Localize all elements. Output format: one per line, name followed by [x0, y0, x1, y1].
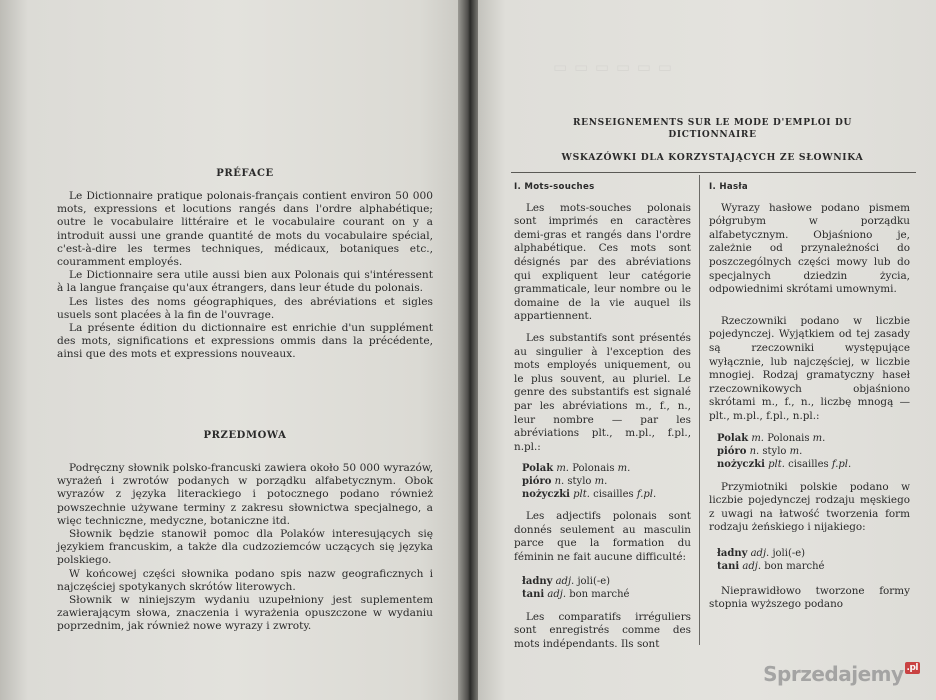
col-fr-heading: I. Mots-souches — [514, 182, 595, 192]
przedmowa-body — [57, 462, 433, 634]
watermark-badge: .pl — [906, 663, 918, 673]
przedmowa-paragraph: W końcowej części słownika podano spis nazw geograficznych i najczęściej spotykanych skrótów literowych. — [57, 567, 433, 593]
preface-title: PRÉFACE — [216, 168, 274, 179]
col-pl-paragraph: Przymiotniki polskie podano w liczbie pojedynczej rodzaju męskiego z uwagi na łatwość tworzenia form rodzaju żeńskiego i nijakiego: — [709, 480, 910, 534]
col-fr-paragraph: Les adjectifs polonais sont donnés seulement au masculin parce que la formation du féminin ne fait aucune difficulté: — [514, 510, 691, 564]
watermark-text: Sprzedajemy — [763, 662, 904, 686]
preface-paragraph: La présente édition du dictionnaire est enrichie d'un supplément des mots, significations et expressions ommis dans la précédente, ainsi que des mots et expressions nouveaux. — [57, 322, 433, 361]
col-fr-examples — [514, 575, 691, 601]
right-title-pl: WSKAZÓWKI DLA KORZYSTAJĄCYCH ZE SŁOWNIKA — [561, 152, 864, 163]
przedmowa-paragraph: Słownik będzie stanowił pomoc dla Polaków interesujących się językiem francuskim, a także dla cudzoziemców uczących się języka polskiego. — [57, 528, 433, 567]
right-title-fr: RENSEIGNEMENTS SUR LE MODE D'EMPLOI DU DICTIONNAIRE — [572, 118, 853, 140]
przedmowa-paragraph: Podręczny słownik polsko-francuski zawiera około 50 000 wyrazów, wyrażeń i zwrotów podanych w porządku alfabetycznym. Obok wyrazów z języka literackiego i potocznego podano również powszechnie używane terminy z zakresu słownictwa specjalnego, a więc techniczne, medyczne, botaniczne itd. — [57, 462, 433, 527]
col-fr-paragraph: Les comparatifs irréguliers sont enregistrés comme des mots indépendants. Ils sont — [514, 610, 691, 650]
col-pl-examples — [709, 547, 910, 573]
preface-paragraph: Les listes des noms géographiques, des abréviations et sigles usuels sont placées à la fin de l'ouvrage. — [57, 295, 433, 321]
preface-body — [57, 190, 433, 362]
watermark-logo — [763, 662, 920, 686]
example-row: ładny adj. joli(-e) — [717, 547, 806, 559]
col-fr-examples — [514, 462, 691, 501]
example-row: tani adj. bon marché — [522, 588, 630, 600]
example-row: ładny adj. joli(-e) — [522, 575, 611, 587]
col-pl-paragraph: Wyrazy hasłowe podano pismem półgrubym w porządku alfabetycznym. Objaśniono je, zależnie od przynależności do poszczególnych części mowy lub do specjalnych dziedzin życia, odpowiednimi skrótami umownymi. — [709, 201, 910, 296]
book-spine-gutter — [458, 0, 480, 700]
col-fr-paragraph: Les substantifs sont présentés au singulier à l'exception des mots employés uniquement, ou le plus souvent, au pluriel. Le genre des substantifs est signalé par les abréviations m., f., n., leur nombre — par les abréviations plt., m.pl., f.pl., n.pl.: — [514, 331, 691, 453]
przedmowa-title: PRZEDMOWA — [203, 430, 287, 441]
col-fr-paragraph: Les mots-souches polonais sont imprimés en caractères demi-gras et rangés dans l'ordre alphabétique. Ces mots sont désignés par des abréviations qui expliquent leur catégorie grammaticale, leur nombre ou le domaine de la vie auquel ils appartiennent. — [514, 201, 691, 323]
left-page — [0, 0, 466, 700]
preface-paragraph: Le Dictionnaire pratique polonais-français contient environ 50 000 mots, expressions et locutions rangés dans l'ordre alphabétique; outre le vocabulaire littéraire et le vocabulaire courant on y a introduit aussi une grande quantité de mots du vocabulaire spécial, c'est-à-dire les termes techniques, médicaux, botaniques etc., couramment employés. — [57, 190, 433, 269]
example-row: Polak m. Polonais m. — [522, 463, 631, 475]
example-row: nożyczki plt. cisailles f.pl. — [522, 489, 657, 501]
col-pl-examples — [709, 432, 910, 471]
title-rule — [511, 172, 916, 173]
column-french — [514, 181, 691, 651]
example-row: Polak m. Polonais m. — [717, 432, 826, 444]
col-pl-paragraph: Nieprawidłowo tworzone formy stopnia wyższego podano — [709, 584, 910, 611]
bleed-through-running-head: ▭ ▭ ▭ ▭ ▭ ▭ — [553, 58, 673, 76]
example-row: pióro n. stylo m. — [717, 445, 803, 457]
col-pl-heading: I. Hasła — [709, 182, 748, 192]
column-polish — [709, 181, 910, 612]
przedmowa-paragraph: Słownik w niniejszym wydaniu uzupełniony jest suplementem zawierającym słowa, znaczenia i wyrażenia opuszczone w wydaniu poprzednim, jak również nowe wyrazy i zwroty. — [57, 594, 433, 633]
example-row: nożyczki plt. cisailles f.pl. — [717, 458, 852, 470]
column-divider — [699, 175, 700, 645]
example-row: pióro n. stylo m. — [522, 476, 608, 488]
preface-paragraph: Le Dictionnaire sera utile aussi bien aux Polonais qui s'intéressent à la langue française qu'aux étrangers, dans leur étude du polonais. — [57, 269, 433, 295]
example-row: tani adj. bon marché — [717, 560, 825, 572]
col-pl-paragraph: Rzeczowniki podano w liczbie pojedynczej. Wyjątkiem od tej zasady są rzeczowniki występujące wyłącznie, lub najczęściej, w liczbie mnogiej. Rodzaj gramatyczny haseł rzeczownikowych objaśniono skrótami m., f., n., liczbę mnogą — plt., m.pl., f.pl., n.pl.: — [709, 314, 910, 422]
